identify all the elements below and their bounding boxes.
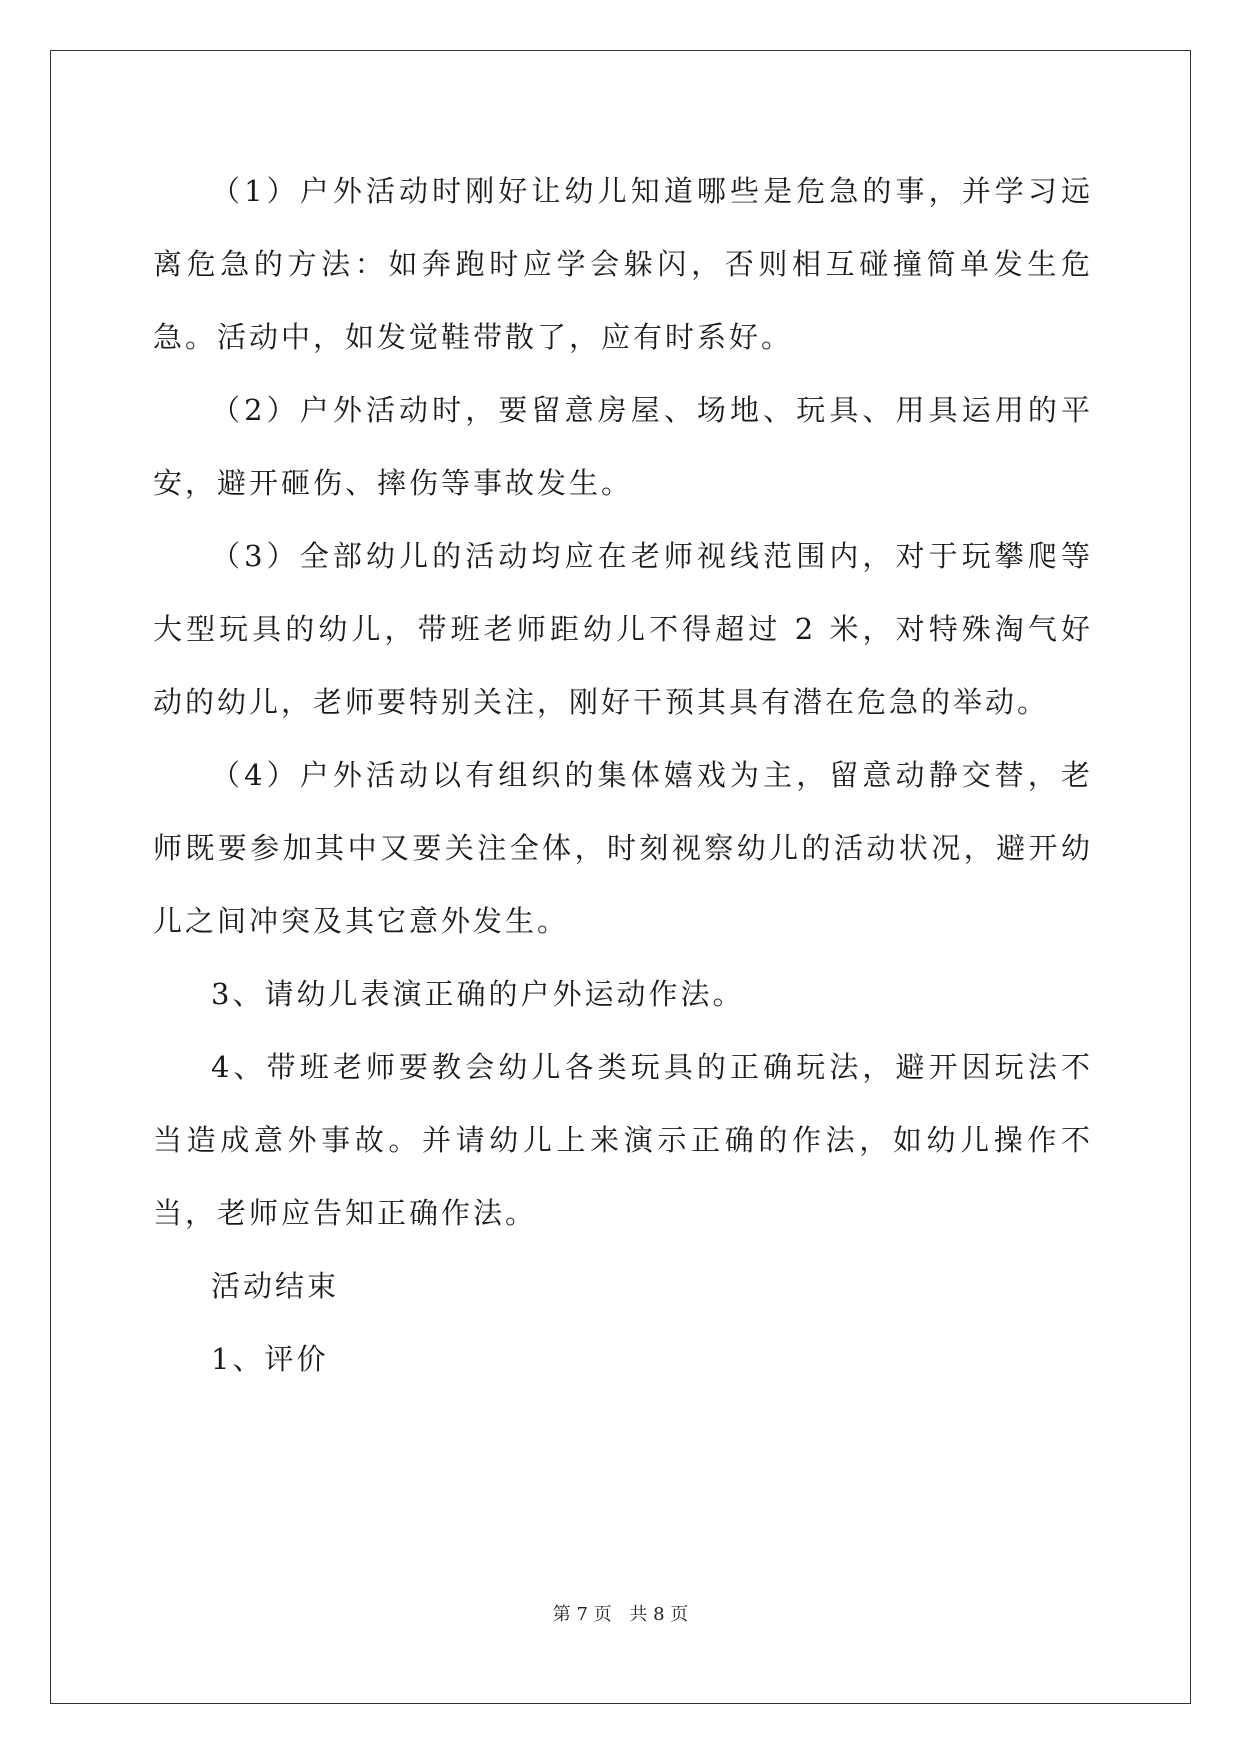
page-footer xyxy=(0,1600,1241,1626)
paragraph-2: （2）户外活动时，要留意房屋、场地、玩具、用具运用的平安，避开砸伤、摔伤等事故发生。 xyxy=(153,393,1093,500)
paragraph-6: 4、带班老师要教会幼儿各类玩具的正确玩法，避开因玩法不当造成意外事故。并请幼儿上来演示正确的作法，如幼儿操作不当，老师应告知正确作法。 xyxy=(153,1050,1093,1230)
paragraph-3: （3）全部幼儿的活动均应在老师视线范围内，对于玩攀爬等大型玩具的幼儿，带班老师距幼儿不得超过 2 米，对特殊淘气好动的幼儿，老师要特别关注，刚好干预其具有潜在危急的举动。 xyxy=(153,539,1093,719)
page-number-current: 第 7 页 xyxy=(552,1604,612,1625)
list-item-evaluation: 1、评价 xyxy=(211,1342,329,1376)
paragraph-1: （1）户外活动时刚好让幼儿知道哪些是危急的事，并学习远离危急的方法：如奔跑时应学会躲闪，否则相互碰撞简单发生危急。活动中，如发觉鞋带散了，应有时系好。 xyxy=(153,174,1093,354)
paragraph-4: （4）户外活动以有组织的集体嬉戏为主，留意动静交替，老师既要参加其中又要关注全体，时刻视察幼儿的活动状况，避开幼儿之间冲突及其它意外发生。 xyxy=(153,758,1093,938)
paragraph-5: 3、请幼儿表演正确的户外运动作法。 xyxy=(211,977,745,1011)
section-heading-activity-end: 活动结束 xyxy=(211,1269,340,1303)
document-body xyxy=(153,155,1093,1396)
page-number-total: 共 8 页 xyxy=(629,1604,689,1625)
